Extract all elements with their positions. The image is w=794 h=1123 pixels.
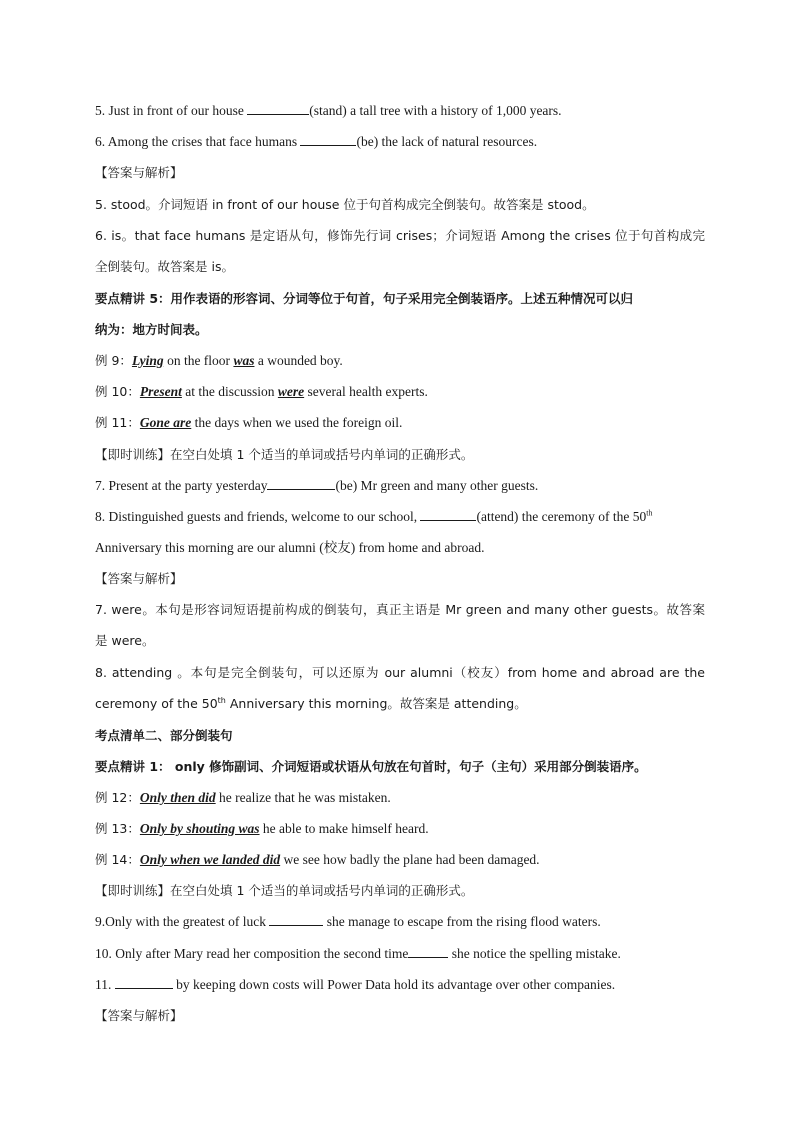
section-2-heading: 考点清单二、部分倒装句 — [95, 728, 233, 743]
question-10: 10. Only after Mary read her composition the second time she notice the spelling mistake. — [95, 946, 621, 961]
question-9: 9.Only with the greatest of luck she manage to escape from the rising flood waters. — [95, 914, 601, 929]
example-term: Lying — [131, 353, 164, 368]
example-13: 例 13：Only by shouting was he able to make himself heard. — [95, 821, 429, 836]
answer-blank[interactable] — [267, 477, 335, 490]
answer-blank[interactable] — [247, 102, 309, 115]
question-8-line-1: 8. Distinguished guests and friends, welcome to our school, (attend) the ceremony of the 50th — [95, 508, 653, 524]
example-9: 例 9：Lying on the floor was a wounded boy. — [95, 353, 343, 368]
example-12: 例 12：Only then did he realize that he was mistaken. — [95, 790, 391, 805]
question-5: 5. Just in front of our house (stand) a tall tree with a history of 1,000 years. — [95, 103, 562, 118]
answer-blank[interactable] — [408, 945, 448, 958]
question-6: 6. Among the crises that face humans (be) the lack of natural resources. — [95, 134, 538, 149]
answer-heading: 【答案与解析】 — [95, 165, 183, 180]
answer-8-line-2: ceremony of the 50th Anniversary this morning。故答案是 attending。 — [95, 695, 527, 711]
answer-blank[interactable] — [269, 913, 323, 926]
answer-blank[interactable] — [300, 133, 356, 146]
key-point-5-line-1: 要点精讲 5：用作表语的形容词、分词等位于句首，句子采用完全倒装语序。上述五种情况可以归 — [95, 291, 634, 306]
key-point-5-line-2: 纳为：地方时间表。 — [95, 322, 208, 337]
practice-heading: 【即时训练】在空白处填 1 个适当的单词或括号内单词的正确形式。 — [95, 447, 474, 462]
key-point-1: 要点精讲 1： only 修饰副词、介词短语或状语从句放在句首时，句子（主句）采用部分倒装语序。 — [95, 759, 647, 774]
example-term: Only by shouting was — [139, 821, 260, 836]
answer-8-line-1: 8. attending 。本句是完全倒装句，可以还原为 our alumni（校友）from home and abroad are the — [95, 665, 705, 680]
answer-7-line-2: 是 were。 — [95, 633, 155, 648]
answer-7-line-1: 7. were。本句是形容词短语提前构成的倒装句，真正主语是 Mr green and many other guests。故答案 — [95, 602, 705, 617]
example-10: 例 10：Present at the discussion were several health experts. — [95, 384, 428, 399]
example-term: Present — [139, 384, 182, 399]
example-term: were — [277, 384, 305, 399]
answer-blank[interactable] — [115, 976, 173, 989]
example-term: Gone are — [139, 415, 192, 430]
question-7: 7. Present at the party yesterday (be) Mr green and many other guests. — [95, 478, 539, 493]
example-term: Only then did — [139, 790, 216, 805]
answer-6-line-1: 6. is。that face humans 是定语从句，修饰先行词 crises；介词短语 Among the crises 位于句首构成完 — [95, 228, 705, 243]
example-14: 例 14：Only when we landed did we see how badly the plane had been damaged. — [95, 852, 540, 867]
answer-heading: 【答案与解析】 — [95, 1008, 183, 1023]
answer-heading: 【答案与解析】 — [95, 571, 183, 586]
question-11: 11. by keeping down costs will Power Data hold its advantage over other companies. — [95, 977, 616, 992]
example-term: Only when we landed did — [139, 852, 281, 867]
practice-heading: 【即时训练】在空白处填 1 个适当的单词或括号内单词的正确形式。 — [95, 883, 474, 898]
example-11: 例 11：Gone are the days when we used the foreign oil. — [95, 415, 403, 430]
question-8-line-2: Anniversary this morning are our alumni (校友) from home and abroad. — [95, 540, 485, 555]
example-term: was — [233, 353, 255, 368]
answer-blank[interactable] — [420, 508, 476, 521]
answer-5: 5. stood。介词短语 in front of our house 位于句首构成完全倒装句。故答案是 stood。 — [95, 197, 595, 212]
answer-6-line-2: 全倒装句。故答案是 is。 — [95, 259, 234, 274]
